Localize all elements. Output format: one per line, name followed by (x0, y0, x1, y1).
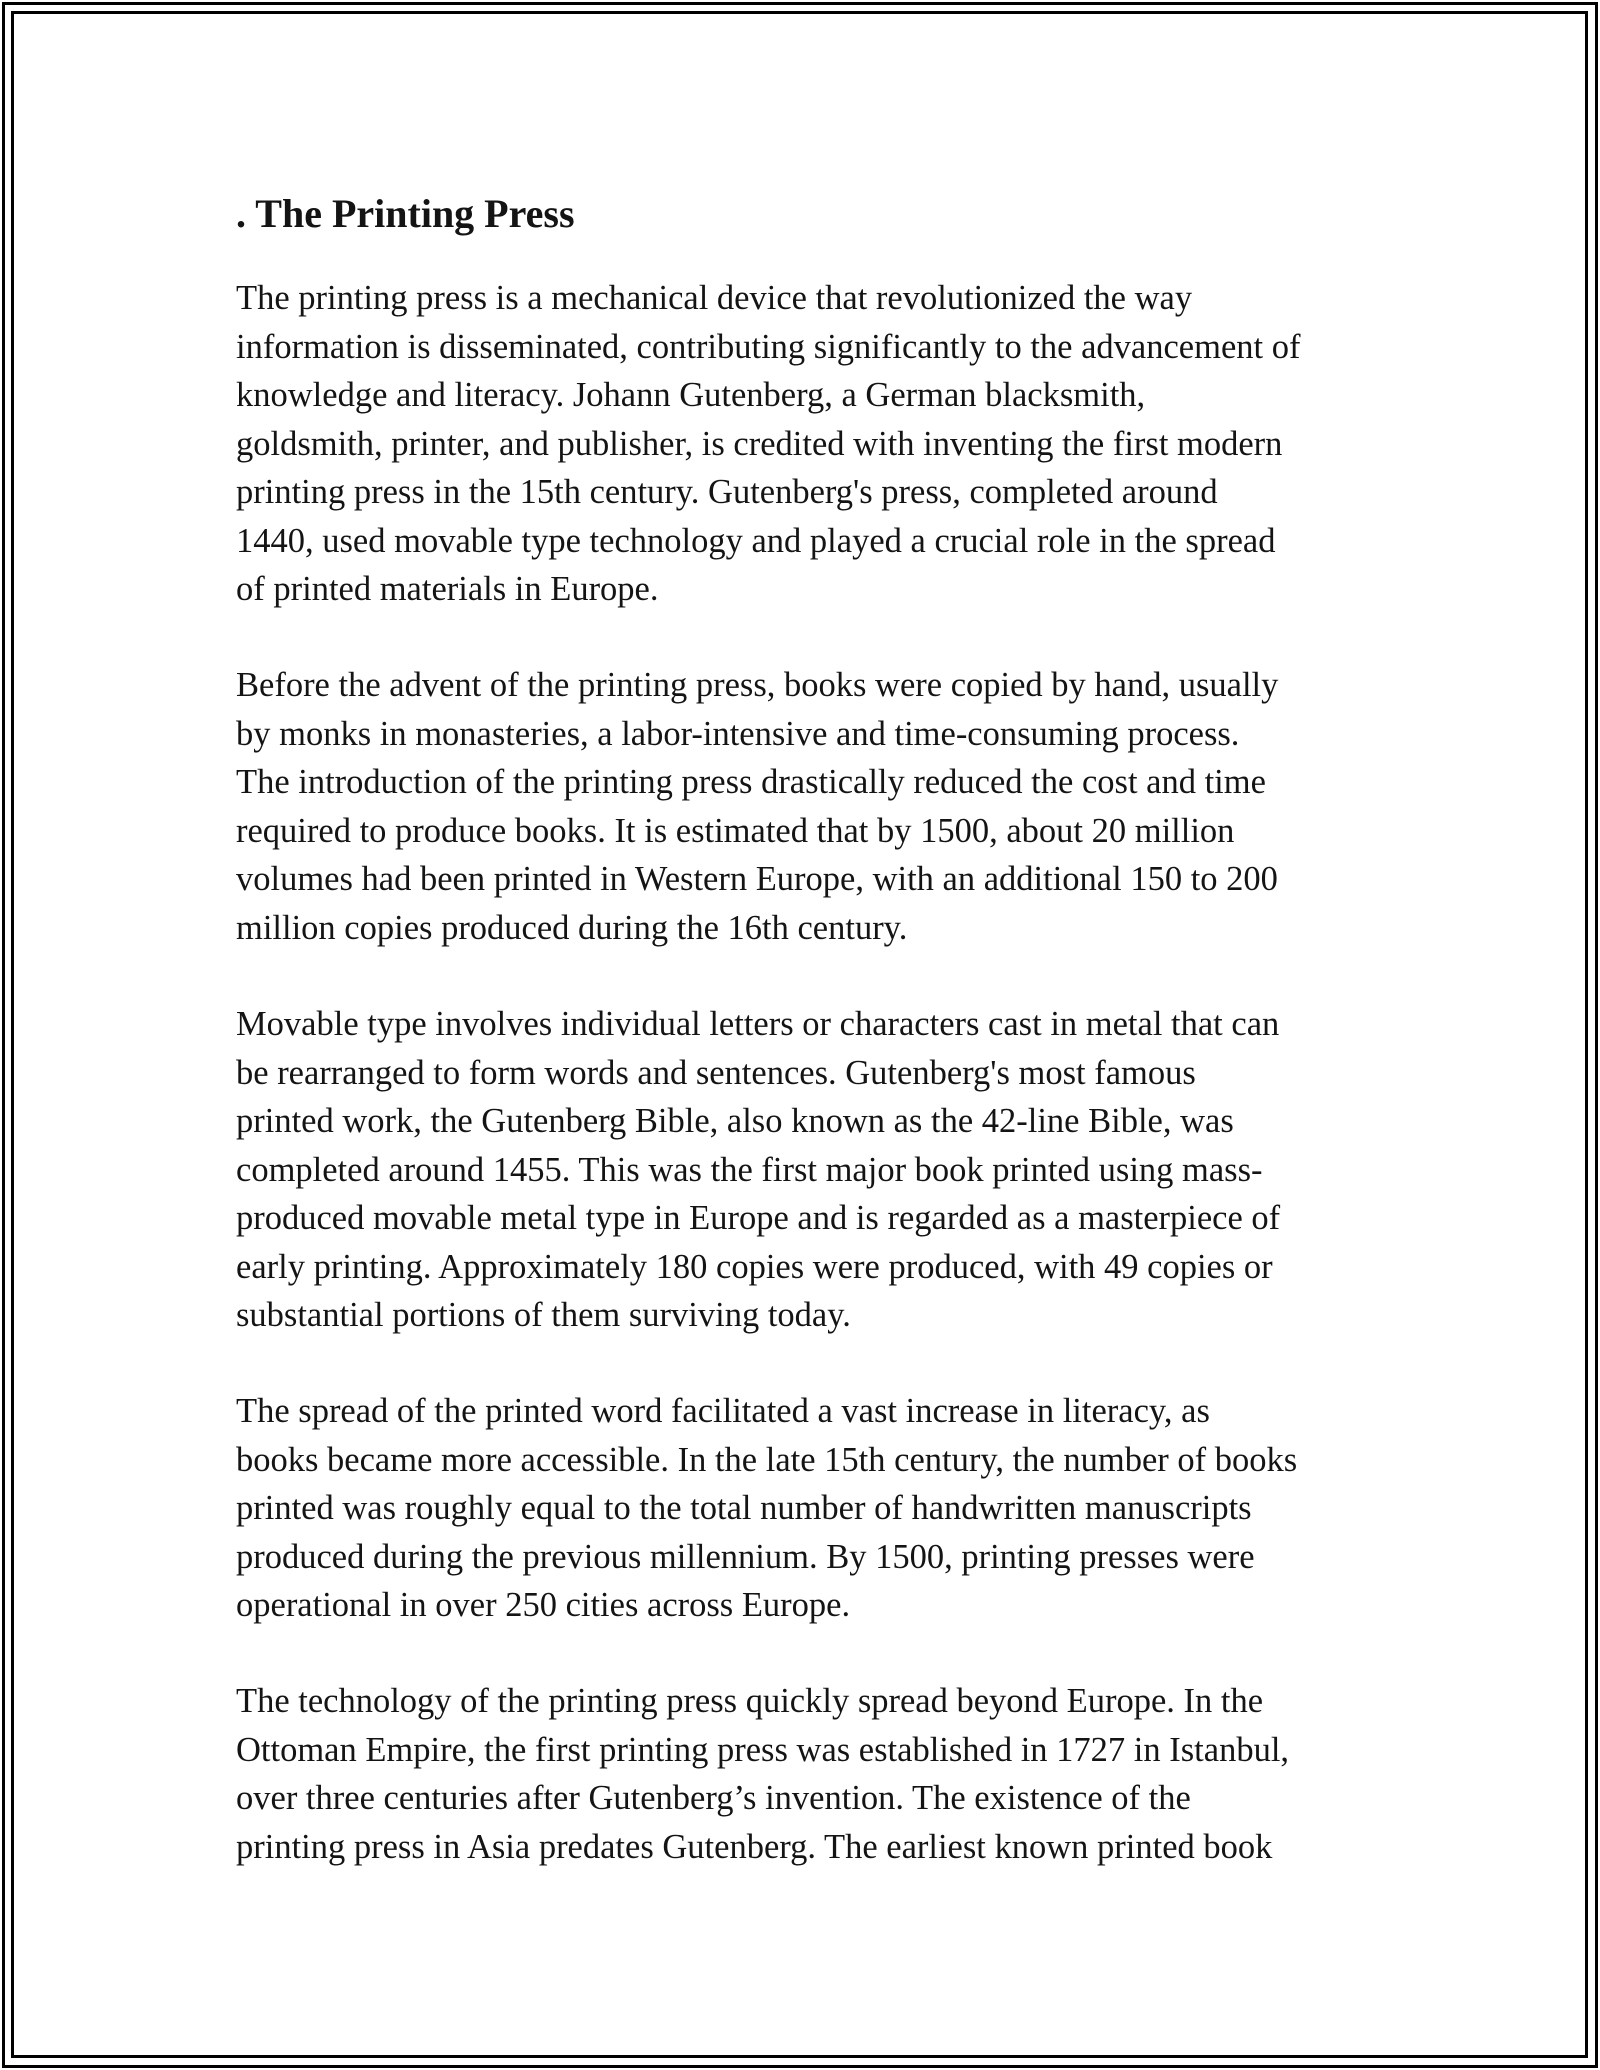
paragraph-before-press (236, 661, 1386, 952)
paragraph-movable-type (236, 1000, 1386, 1340)
text-line: completed around 1455. This was the first major book printed using mass- (236, 1150, 1263, 1189)
text-line: goldsmith, printer, and publisher, is credited with inventing the first modern (236, 424, 1283, 463)
paragraph-literacy (236, 1387, 1386, 1630)
text-line: produced movable metal type in Europe and is regarded as a masterpiece of (236, 1199, 1281, 1237)
text-line: million copies produced during the 16th century. (236, 908, 908, 947)
paragraph-invention (236, 274, 1386, 614)
text-line: by monks in monasteries, a labor-intensive and time-consuming process. (236, 714, 1240, 753)
text-line: printed work, the Gutenberg Bible, also known as the 42-line Bible, was (236, 1102, 1234, 1140)
text-line: Before the advent of the printing press, books were copied by hand, usually (236, 666, 1279, 704)
paragraph-beyond-europe (236, 1677, 1386, 1871)
text-line: early printing. Approximately 180 copies were produced, with 49 copies or (236, 1247, 1273, 1286)
text-line: Movable type involves individual letters or characters cast in metal that can (236, 1005, 1280, 1043)
text-line: The spread of the printed word facilitated a vast increase in literacy, as (236, 1392, 1210, 1430)
text-line: 1440, used movable type technology and played a crucial role in the spread (236, 521, 1276, 560)
text-line: be rearranged to form words and sentences. Gutenberg's most famous (236, 1053, 1196, 1092)
text-line: required to produce books. It is estimated that by 1500, about 20 million (236, 811, 1235, 850)
document-title: . The Printing Press (236, 191, 575, 236)
document-body (236, 186, 1386, 1866)
text-line: printing press in Asia predates Gutenberg. The earliest known printed book (236, 1827, 1273, 1866)
text-line: over three centuries after Gutenberg’s invention. The existence of the (236, 1779, 1191, 1817)
text-line: of printed materials in Europe. (236, 570, 659, 608)
text-line: information is disseminated, contributing significantly to the advancement of (236, 327, 1301, 366)
text-line: The printing press is a mechanical device that revolutionized the way (236, 279, 1193, 317)
text-line: The introduction of the printing press drastically reduced the cost and time (236, 763, 1266, 801)
text-line: Ottoman Empire, the first printing press was established in 1727 in Istanbul, (236, 1730, 1290, 1769)
text-line: The technology of the printing press quickly spread beyond Europe. In the (236, 1682, 1264, 1720)
text-line: operational in over 250 cities across Europe. (236, 1586, 851, 1624)
text-line: volumes had been printed in Western Europe, with an additional 150 to 200 (236, 860, 1278, 898)
text-line: substantial portions of them surviving today. (236, 1296, 851, 1334)
text-line: books became more accessible. In the late 15th century, the number of books (236, 1440, 1298, 1479)
text-line: printed was roughly equal to the total number of handwritten manuscripts (236, 1489, 1252, 1527)
text-line: printing press in the 15th century. Gutenberg's press, completed around (236, 473, 1218, 511)
text-line: knowledge and literacy. Johann Gutenberg, a German blacksmith, (236, 376, 1146, 414)
text-line: produced during the previous millennium. By 1500, printing presses were (236, 1537, 1255, 1576)
